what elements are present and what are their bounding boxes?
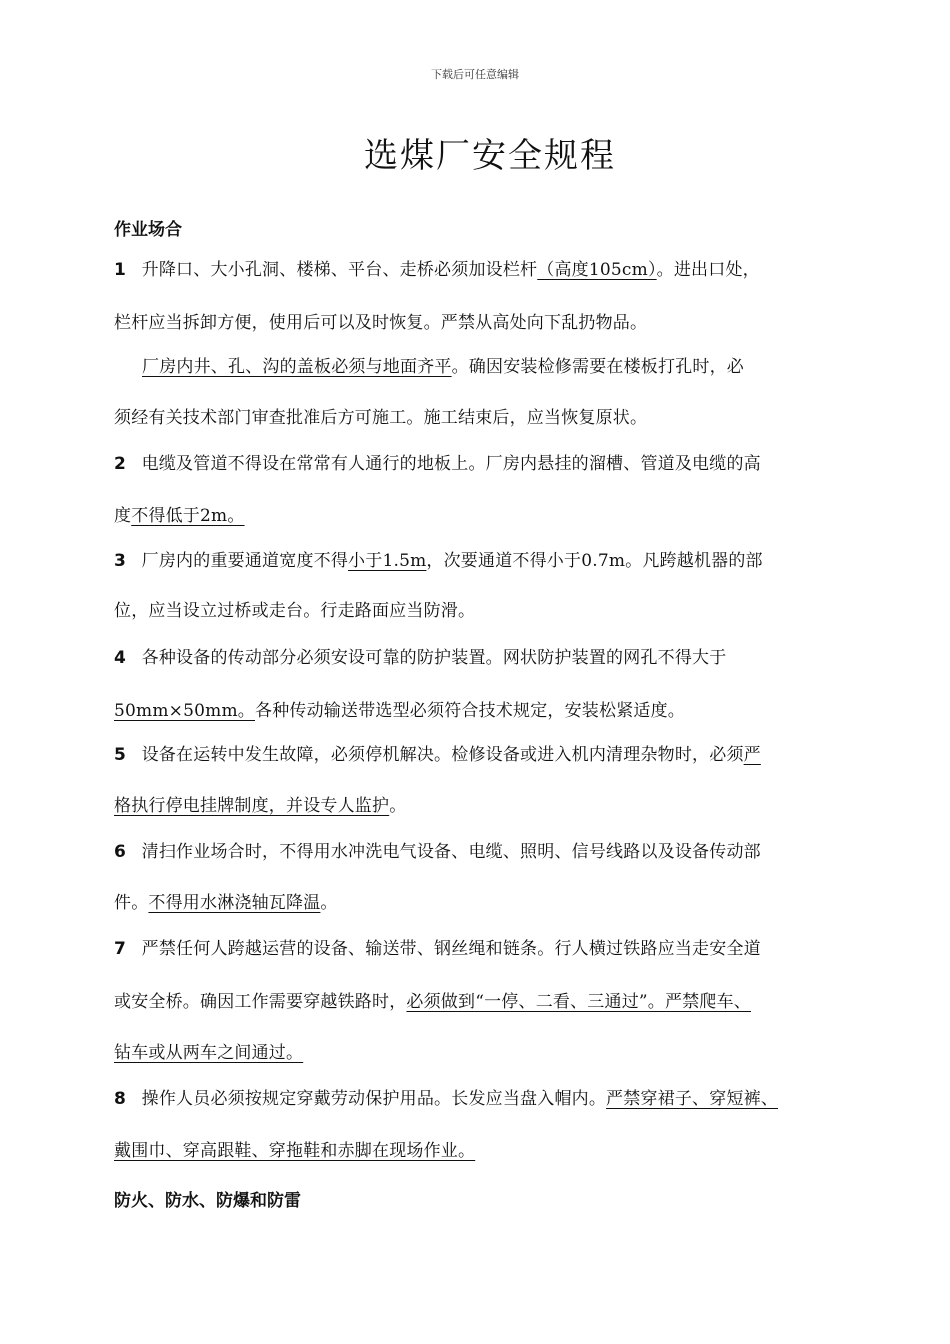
rule-emphasis: 不得低于2m。 [131, 506, 245, 526]
rule-text: 。进出口处， [656, 260, 760, 280]
rule-emphasis: （高度105cm） [537, 260, 657, 280]
rule-4-line-1 [114, 646, 726, 670]
page-title: 选煤厂安全规程 [364, 136, 616, 176]
rule-number: 1 [114, 260, 127, 280]
rule-3-line-1 [114, 549, 763, 573]
rule-text: 。 [389, 796, 407, 816]
rule-emphasis: 钻车或从两车之间通过。 [114, 1043, 304, 1063]
rule-1-line-1 [114, 258, 760, 282]
rule-text: 严禁任何人跨越运营的设备、输送带、钢丝绳和链条。行人横过铁路应当走安全道 [141, 939, 761, 959]
rule-5-line-1 [114, 743, 761, 767]
rule-number: 7 [114, 939, 127, 959]
rule-text: 位，应当设立过桥或走台。行走路面应当防滑。 [114, 601, 476, 621]
rule-text: 各种设备的传动部分必须安设可靠的防护装置。网状防护装置的网孔不得大于 [141, 648, 727, 668]
rule-number: 3 [114, 551, 127, 571]
rule-text: 或安全桥。确因工作需要穿越铁路时， [114, 992, 407, 1012]
rule-emphasis: 戴围巾、穿高跟鞋、穿拖鞋和赤脚在现场作业。 [114, 1141, 476, 1161]
rule-text: 厂房内的重要通道宽度不得 [141, 551, 349, 571]
rule-emphasis: 小于1.5m [348, 551, 427, 571]
rule-number: 4 [114, 648, 127, 668]
rule-emphasis: 严禁穿裙子、穿短裤、 [606, 1089, 779, 1109]
rule-6-line-1 [114, 840, 761, 864]
rule-5-line-2 [114, 794, 406, 818]
section-heading-work-site: 作业场合 [114, 220, 182, 240]
rule-1b-line-1 [142, 355, 744, 379]
rule-text: 设备在运转中发生故障，必须停机解决。检修设备或进入机内清理杂物时，必须 [141, 745, 744, 765]
rule-7-line-3 [114, 1041, 303, 1065]
rule-text: 。确因安装检修需要在楼板打孔时，必 [451, 357, 745, 377]
section-heading-fire-water-explosion-lightning: 防火、防水、防爆和防雷 [114, 1191, 301, 1211]
rule-7-line-1 [114, 937, 761, 961]
rule-number: 5 [114, 745, 127, 765]
rule-1b-line-2 [114, 406, 647, 430]
rule-emphasis: 50mm×50mm。 [114, 701, 255, 721]
rule-text: 件。 [114, 893, 149, 913]
rule-text: 操作人员必须按规定穿戴劳动保护用品。长发应当盘入帽内。 [141, 1089, 607, 1109]
rule-8-line-1 [114, 1087, 778, 1111]
rule-text: 清扫作业场合时，不得用水冲洗电气设备、电缆、照明、信号线路以及设备传动部 [141, 842, 761, 862]
rule-4-line-2 [114, 699, 685, 723]
rule-2-line-1 [114, 452, 761, 476]
rule-text: 升降口、大小孔洞、楼梯、平台、走桥必须加设栏杆 [141, 260, 538, 280]
rule-emphasis: 格执行停电挂牌制度，并设专人监护 [114, 796, 390, 816]
rule-8-line-2 [114, 1139, 475, 1163]
rule-1-line-2 [114, 311, 647, 335]
rule-text: 电缆及管道不得设在常常有人通行的地板上。厂房内悬挂的溜槽、管道及电缆的高 [141, 454, 761, 474]
rule-text: ，次要通道不得小于0.7m。凡跨越机器的部 [426, 551, 763, 571]
rule-emphasis: 不得用水淋浇轴瓦降温 [148, 893, 321, 913]
rule-3-line-2 [114, 599, 475, 623]
rule-text: 须经有关技术部门审查批准后方可施工。施工结束后，应当恢复原状。 [114, 408, 648, 428]
rule-emphasis: 严 [743, 745, 761, 765]
rule-text: 各种传动输送带选型必须符合技术规定，安装松紧适度。 [255, 701, 685, 721]
rule-number: 6 [114, 842, 127, 862]
rule-number: 2 [114, 454, 127, 474]
rule-text: 。 [320, 893, 338, 913]
header-note: 下载后可任意编辑 [431, 68, 519, 81]
rule-7-line-2 [114, 990, 751, 1014]
rule-2-line-2 [114, 504, 245, 528]
rule-6-line-2 [114, 891, 338, 915]
rule-emphasis: 厂房内井、孔、沟的盖板必须与地面齐平 [142, 357, 452, 377]
rule-number: 8 [114, 1089, 127, 1109]
rule-text: 度 [114, 506, 132, 526]
rule-emphasis: 必须做到“一停、二看、三通过”。严禁爬车、 [406, 992, 751, 1012]
rule-text: 栏杆应当拆卸方便，使用后可以及时恢复。严禁从高处向下乱扔物品。 [114, 313, 648, 333]
